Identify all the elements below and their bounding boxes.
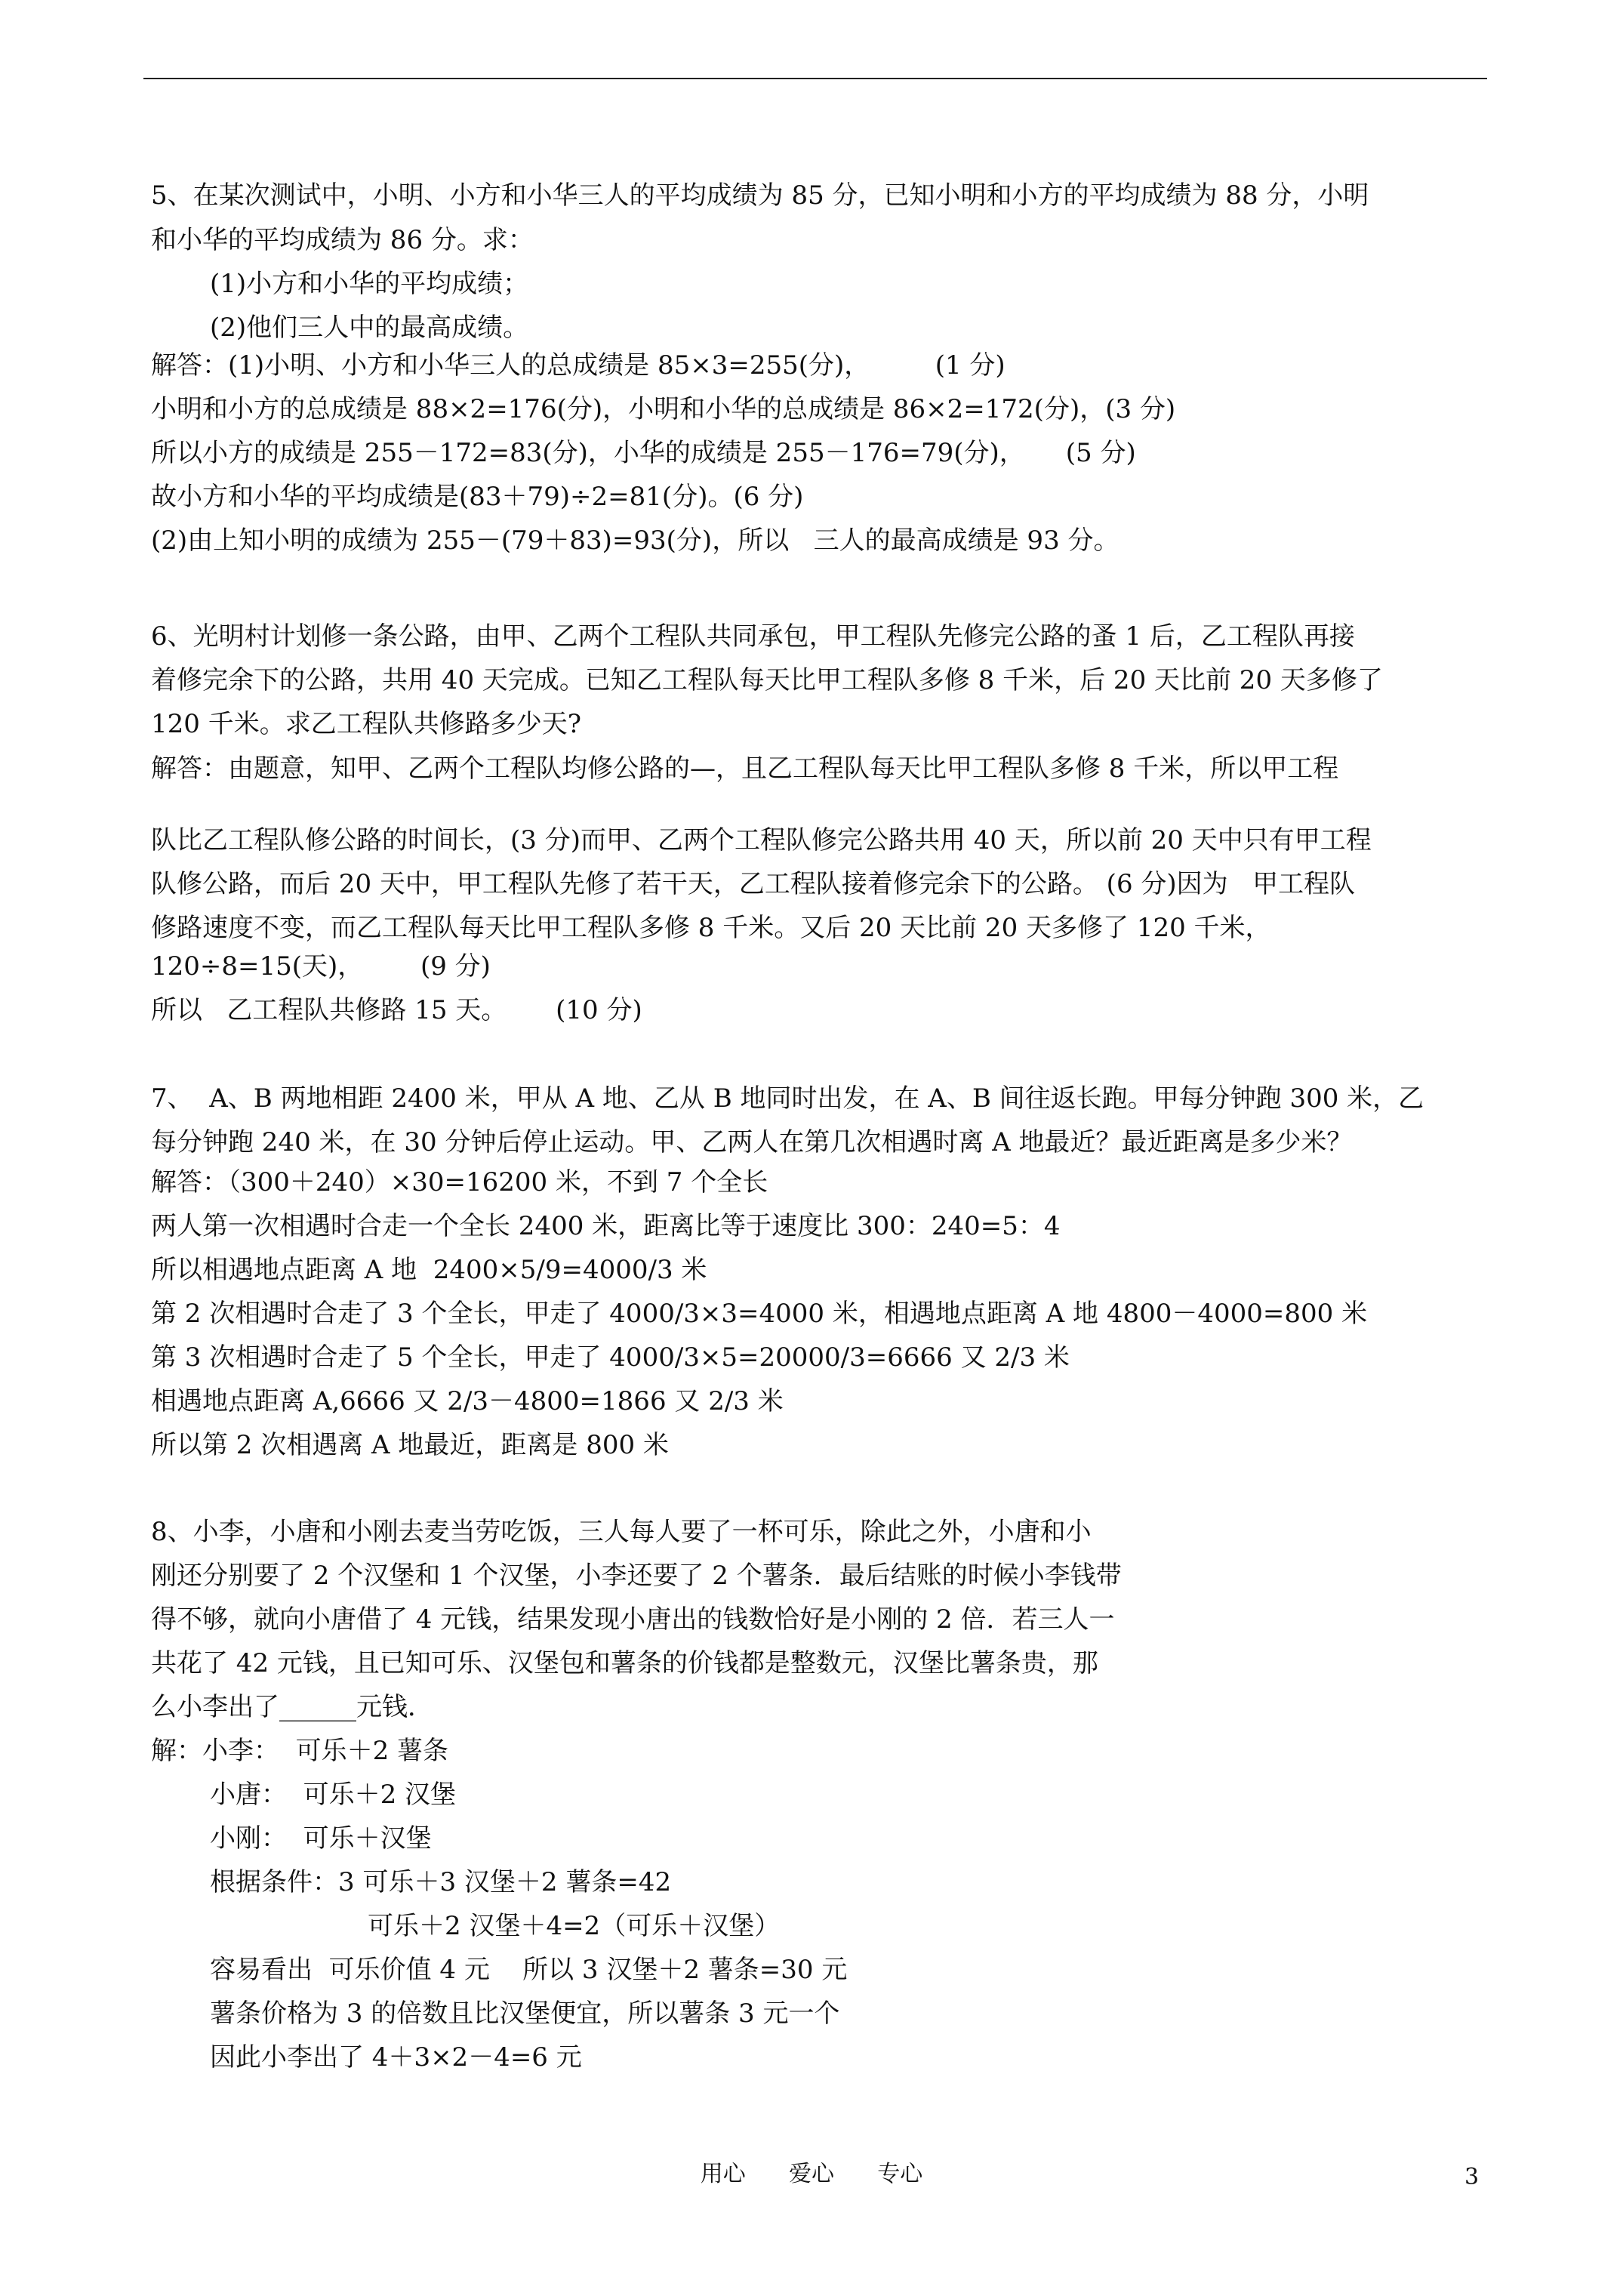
problem-5-subquestion-2: (2)他们三人中的最高成绩。	[210, 313, 529, 343]
problem-7-question-line: 7、 A、B 两地相距 2400 米，甲从 A 地、乙从 B 地同时出发，在 A、B 间往返长跑。甲每分钟跑 300 米，乙	[151, 1083, 1424, 1114]
problem-7-answer-line: 解答：（300＋240）×30=16200 米，不到 7 个全长	[151, 1167, 768, 1197]
problem-8-answer-line: 容易看出 可乐价值 4 元 所以 3 汉堡＋2 薯条=30 元	[210, 1955, 848, 1985]
problem-7-answer-line: 所以相遇地点距离 A 地 2400×5/9=4000/3 米	[151, 1255, 707, 1285]
problem-7-answer-line: 所以第 2 次相遇离 A 地最近，距离是 800 米	[151, 1430, 669, 1460]
header-rule	[143, 78, 1487, 79]
problem-8-question-line: 刚还分别要了 2 个汉堡和 1 个汉堡，小李还要了 2 个薯条．最后结账的时候小李钱带	[151, 1561, 1122, 1591]
problem-6-question-line: 120 千米。求乙工程队共修路多少天?	[151, 709, 581, 739]
page-number: 3	[1464, 2164, 1480, 2190]
problem-8-question-line: 共花了 42 元钱，且已知可乐、汉堡包和薯条的价钱都是整数元，汉堡比薯条贵，那	[151, 1648, 1098, 1678]
problem-6-answer-line: 队修公路，而后 20 天中，甲工程队先修了若干天，乙工程队接着修完余下的公路。 (6 分)因为 甲工程队	[151, 869, 1356, 899]
problem-6-question-line: 6、光明村计划修一条公路，由甲、乙两个工程队共同承包，甲工程队先修完公路的蚤 1 后，乙工程队再接	[151, 621, 1355, 652]
problem-6-answer-line: 所以 乙工程队共修路 15 天。 (10 分)	[151, 995, 642, 1025]
problem-5-subquestion-1: (1)小方和小华的平均成绩；	[210, 269, 529, 299]
problem-6-answer-line: 队比乙工程队修公路的时间长，(3 分)而甲、乙两个工程队修完公路共用 40 天，所以前 20 天中只有甲工程	[151, 825, 1372, 855]
problem-8-answer-line: 小唐： 可乐＋2 汉堡	[210, 1780, 457, 1810]
problem-7-question-line: 每分钟跑 240 米，在 30 分钟后停止运动。甲、乙两人在第几次相遇时离 A 地最近？最近距离是多少米？	[151, 1127, 1353, 1157]
problem-8-question-line: 么小李出了______元钱．	[151, 1692, 433, 1722]
problem-8-question-line: 8、小李，小唐和小刚去麦当劳吃饭，三人每人要了一杯可乐，除此之外，小唐和小	[151, 1517, 1092, 1547]
problem-5-question-line: 和小华的平均成绩为 86 分。求：	[151, 225, 534, 255]
problem-8-answer-line: 薯条价格为 3 的倍数且比汉堡便宜，所以薯条 3 元一个	[210, 1999, 840, 2029]
problem-5-answer-line: 所以小方的成绩是 255－172=83(分)，小华的成绩是 255－176=79(分)， (5 分)	[151, 438, 1136, 468]
problem-5-answer-line: 小明和小方的总成绩是 88×2=176(分)，小明和小华的总成绩是 86×2=172(分)，(3 分)	[151, 394, 1176, 424]
problem-7-answer-line: 两人第一次相遇时合走一个全长 2400 米，距离比等于速度比 300：240=5：4	[151, 1211, 1061, 1241]
problem-8-answer-line: 根据条件：3 可乐＋3 汉堡＋2 薯条=42	[210, 1867, 672, 1897]
problem-6-answer-line: 120÷8=15(天)， (9 分)	[151, 951, 491, 982]
problem-5-answer-line: (2)由上知小明的成绩为 255－(79＋83)=93(分)，所以 三人的最高成绩是 93 分。	[151, 525, 1119, 556]
problem-5-answer-line: 故小方和小华的平均成绩是(83＋79)÷2=81(分)。(6 分)	[151, 482, 804, 512]
problem-6-question-line: 着修完余下的公路，共用 40 天完成。已知乙工程队每天比甲工程队多修 8 千米，后 20 天比前 20 天多修了	[151, 665, 1383, 695]
problem-5-answer-line: 解答：(1)小明、小方和小华三人的总成绩是 85×3=255(分)， (1 分)	[151, 350, 1006, 381]
problem-5-question-line: 5、在某次测试中，小明、小方和小华三人的平均成绩为 85 分，已知小明和小方的平均成绩为 88 分，小明	[151, 180, 1369, 211]
problem-6-answer-line: 解答：由题意，知甲、乙两个工程队均修公路的—，且乙工程队每天比甲工程队多修 8 千米，所以甲工程	[151, 754, 1339, 784]
problem-6-answer-line: 修路速度不变，而乙工程队每天比甲工程队多修 8 千米。又后 20 天比前 20 天多修了 120 千米，	[151, 913, 1271, 943]
problem-8-answer-line: 解：小李： 可乐＋2 薯条	[151, 1736, 449, 1766]
problem-8-answer-line: 小刚： 可乐＋汉堡	[210, 1823, 432, 1854]
problem-7-answer-line: 第 2 次相遇时合走了 3 个全长，甲走了 4000/3×3=4000 米，相遇地点距离 A 地 4800－4000=800 米	[151, 1299, 1368, 1329]
problem-7-answer-line: 第 3 次相遇时合走了 5 个全长，甲走了 4000/3×5=20000/3=6666 又 2/3 米	[151, 1342, 1070, 1373]
problem-8-answer-line: 可乐＋2 汉堡＋4=2（可乐＋汉堡）	[368, 1911, 781, 1941]
problem-7-answer-line: 相遇地点距离 A,6666 又 2/3－4800=1866 又 2/3 米	[151, 1386, 784, 1416]
problem-8-answer-line: 因此小李出了 4＋3×2－4=6 元	[210, 2042, 582, 2073]
problem-8-question-line: 得不够，就向小唐借了 4 元钱，结果发现小唐出的钱数恰好是小刚的 2 倍．若三人一	[151, 1604, 1115, 1635]
footer-motto: 用心 爱心 专心	[700, 2161, 923, 2187]
